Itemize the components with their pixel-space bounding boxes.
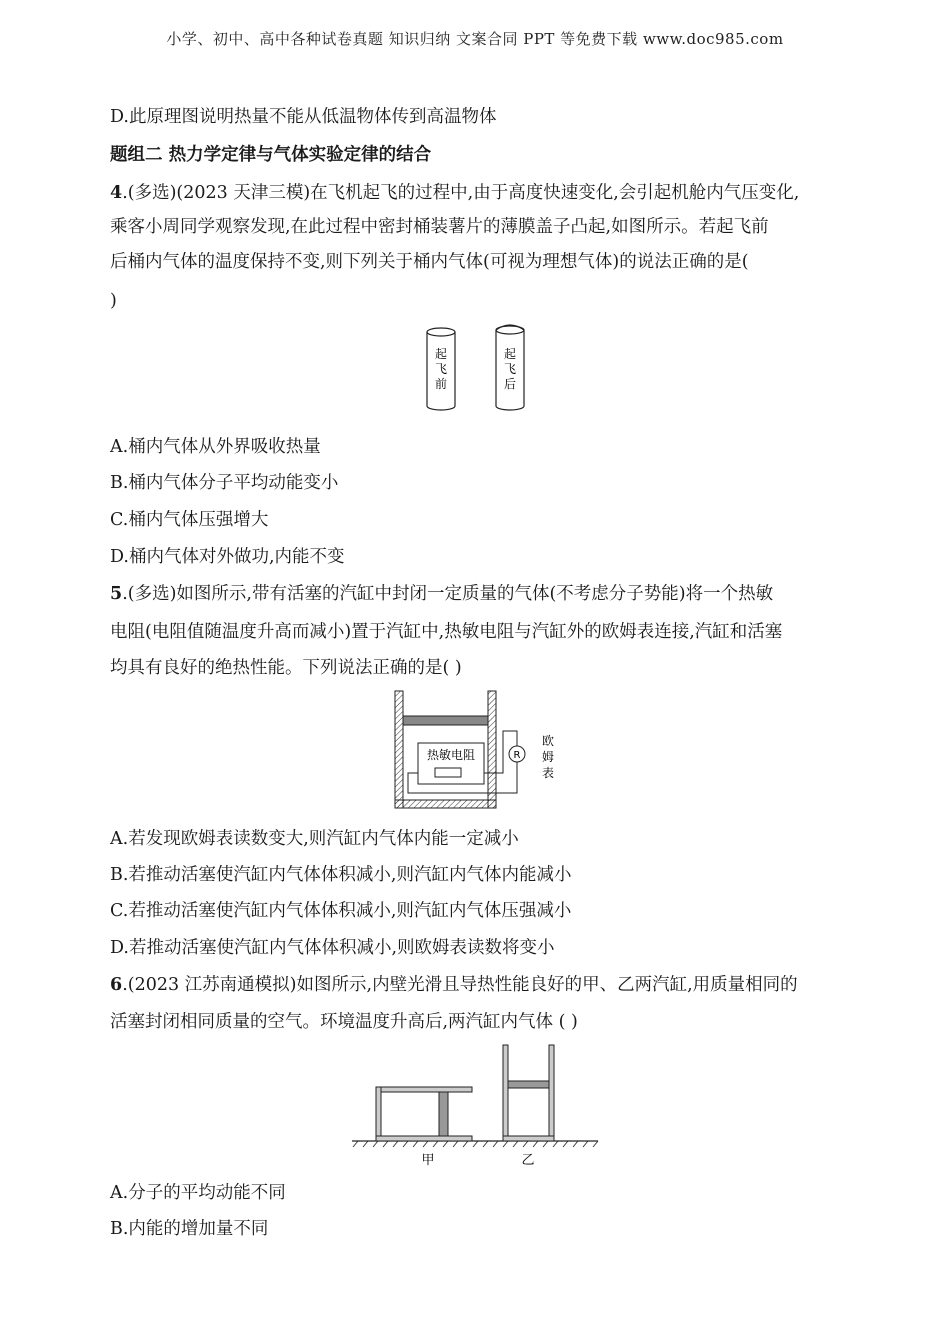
tube-after-label-1: 起	[503, 347, 517, 361]
resistor-icon	[435, 768, 461, 777]
tube-before-label-1: 起	[434, 347, 448, 361]
q4-option-b: B.桶内气体分子平均动能变小	[110, 473, 339, 493]
piston-icon	[403, 716, 488, 725]
tube-before-label-2: 飞	[434, 362, 448, 376]
ohmmeter-label-2: 姆	[541, 750, 555, 764]
q4-number: 4	[110, 183, 123, 203]
q5-figure-cylinder	[392, 688, 567, 814]
q4-option-c: C.桶内气体压强增大	[110, 510, 269, 530]
q5-stem-line-2: 电阻(电阻值随温度升高而减小)置于汽缸中,热敏电阻与汽缸外的欧姆表连接,汽缸和活塞	[110, 622, 783, 642]
q5-stem-line-3: 均具有良好的绝热性能。下列说法正确的是( )	[110, 658, 462, 678]
ohmmeter-label-3: 表	[541, 766, 555, 780]
section-title: 题组二 热力学定律与气体实验定律的结合	[110, 145, 432, 165]
q5-option-c: C.若推动活塞使汽缸内气体体积减小,则汽缸内气体压强减小	[110, 901, 572, 921]
q6-figure-cylinders	[350, 1043, 600, 1173]
q5-stem-line-1: 5.(多选)如图所示,带有活塞的汽缸中封闭一定质量的气体(不考虑分子势能)将一个热敏	[110, 584, 774, 604]
q6-option-a: A.分子的平均动能不同	[110, 1183, 286, 1203]
q6-stem-line-2: 活塞封闭相同质量的空气。环境温度升高后,两汽缸内气体 ( )	[110, 1012, 578, 1032]
q5-option-a: A.若发现欧姆表读数变大,则汽缸内气体内能一定减小	[110, 829, 519, 849]
cylinder-yi-icon	[503, 1045, 554, 1141]
cylinder-jia-icon	[376, 1087, 472, 1141]
q5-option-d: D.若推动活塞使汽缸内气体体积减小,则欧姆表读数将变小	[110, 938, 555, 958]
q4-option-d: D.桶内气体对外做功,内能不变	[110, 547, 345, 567]
q4-figure-tubes	[420, 322, 540, 420]
q4-stem-line-1: 4.(多选)(2023 天津三模)在飞机起飞的过程中,由于高度快速变化,会引起机舱内气压变化,	[110, 183, 800, 203]
q6-stem-line-1: 6.(2023 江苏南通模拟)如图所示,内壁光滑且导热性能良好的甲、乙两汽缸,用质量相同的	[110, 975, 798, 995]
q4-option-a: A.桶内气体从外界吸收热量	[110, 437, 321, 457]
label-yi: 乙	[521, 1153, 535, 1168]
thermistor-label: 热敏电阻	[426, 748, 476, 762]
q4-stem-line-3: 后桶内气体的温度保持不变,则下列关于桶内气体(可视为理想气体)的说法正确的是(	[110, 252, 749, 272]
label-jia: 甲	[421, 1153, 435, 1168]
ohmmeter-symbol: R	[513, 750, 521, 761]
tube-after-label-2: 飞	[503, 362, 517, 376]
prev-option-d: D.此原理图说明热量不能从低温物体传到高温物体	[110, 107, 497, 127]
q4-stem-line-4: )	[110, 291, 117, 311]
q5-option-b: B.若推动活塞使汽缸内气体体积减小,则汽缸内气体内能减小	[110, 865, 572, 885]
page-header: 小学、初中、高中各种试卷真题 知识归纳 文案合同 PPT 等免费下载 www.doc985.com	[166, 30, 784, 48]
tube-after-label-3: 后	[503, 377, 517, 391]
q4-stem-line-2: 乘客小周同学观察发现,在此过程中密封桶装薯片的薄膜盖子凸起,如图所示。若起飞前	[110, 217, 769, 237]
q6-option-b: B.内能的增加量不同	[110, 1219, 269, 1239]
tube-before-label-3: 前	[434, 377, 448, 391]
ohmmeter-label-1: 欧	[541, 734, 555, 748]
q5-number: 5	[110, 584, 123, 604]
q6-number: 6	[110, 975, 123, 995]
